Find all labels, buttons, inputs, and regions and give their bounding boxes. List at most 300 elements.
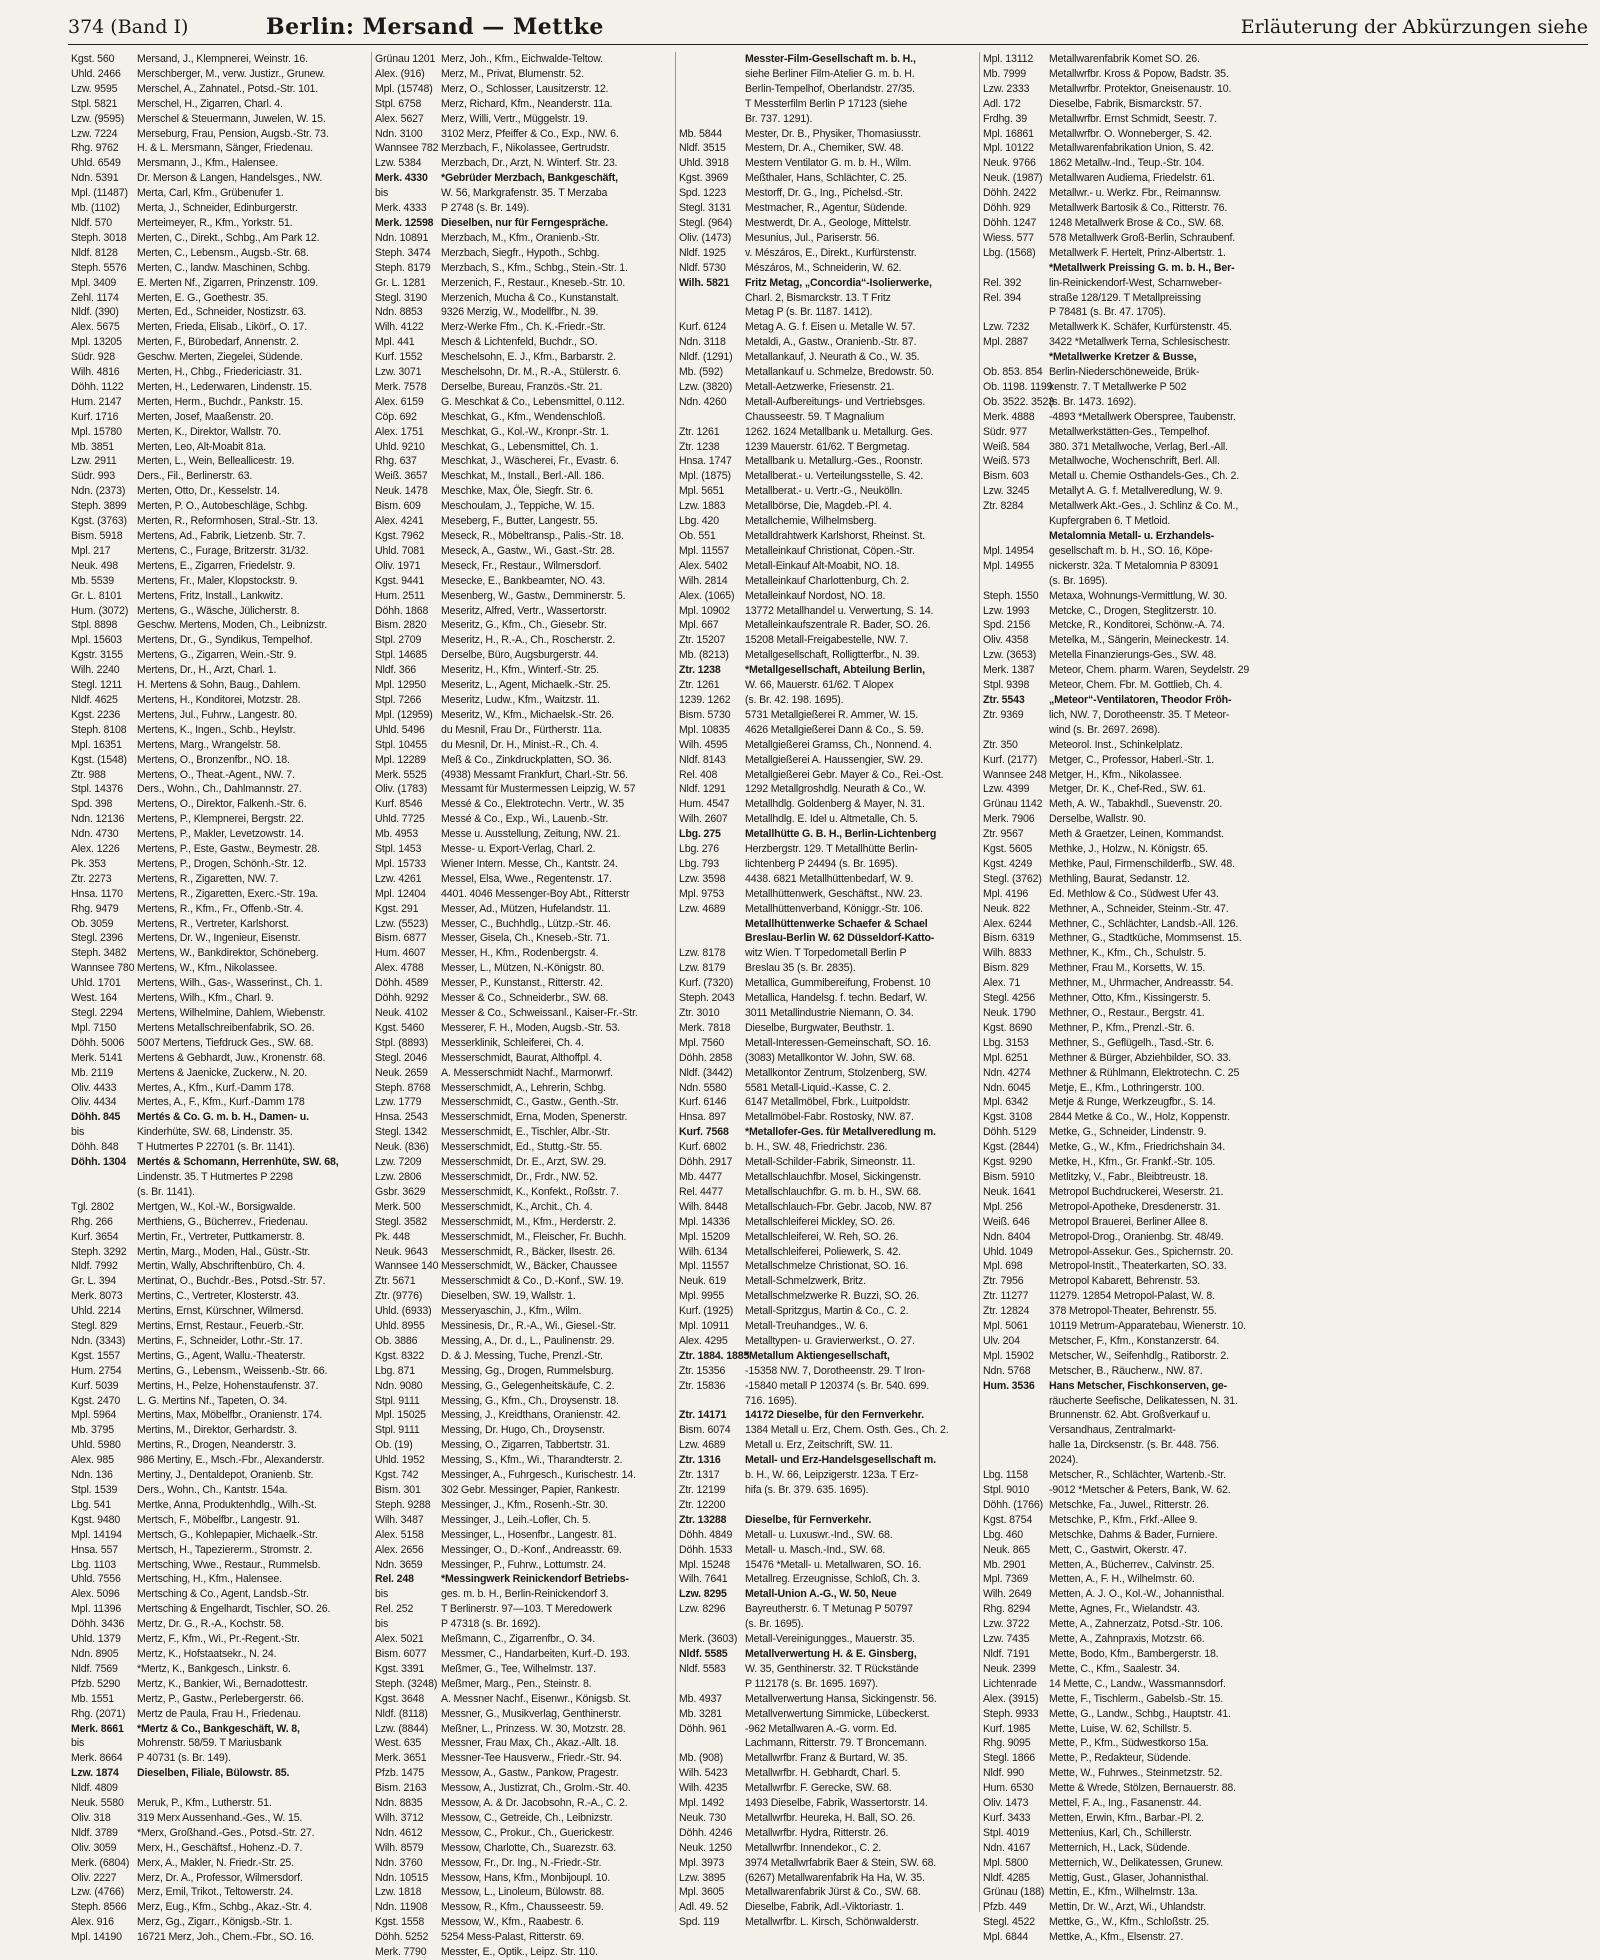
directory-entry <box>375 1453 672 1468</box>
directory-entry <box>71 1826 368 1841</box>
entry-text: Merzbach, S., Kfm., Schbg., Stein.-Str. 1. <box>441 261 628 274</box>
phone-code: Mpl. 7369 <box>983 1573 1029 1586</box>
directory-entry <box>679 1200 976 1215</box>
entry-text: 380. 371 Metallwoche, Verlag, Berl.-All. <box>1049 440 1228 453</box>
directory-entry <box>679 1051 976 1066</box>
phone-code: Wannsee 780 <box>71 962 135 975</box>
phone-code: Kgst. 8690 <box>983 1021 1033 1034</box>
directory-entry <box>375 887 672 902</box>
phone-code: Steph. 3474 <box>375 246 431 259</box>
phone-code: Ndn. 8835 <box>375 1797 423 1810</box>
entry-text: Mette, Luise, W. 62, Schillstr. 5. <box>1049 1722 1192 1735</box>
directory-entry <box>375 261 672 276</box>
phone-code: Kurf. 1716 <box>71 410 119 423</box>
directory-entry <box>679 782 976 797</box>
phone-code: Mpl. 11557 <box>679 1260 730 1273</box>
phone-code: Grünau (188) <box>983 1886 1045 1899</box>
directory-entry <box>71 261 368 276</box>
entry-text: Messerschmidt, M., Fleischer, Fr. Buchh. <box>441 1230 627 1243</box>
directory-entry <box>983 872 1281 887</box>
phone-code: Bism. 2163 <box>375 1782 427 1795</box>
phone-code: Bism. 6077 <box>375 1647 427 1660</box>
phone-code: Wannsee 782 <box>375 142 439 155</box>
directory-entry <box>983 1379 1281 1394</box>
directory-entry <box>983 633 1281 648</box>
directory-entry <box>375 1736 672 1751</box>
entry-text: Mertés & Schomann, Herrenhüte, SW. 68, <box>137 1156 339 1169</box>
directory-entry <box>71 350 368 365</box>
entry-text: Metallwr.- u. Werkz. Fbr., Reimannsw. <box>1049 187 1222 200</box>
phone-code: Stegl. 2294 <box>71 1007 123 1019</box>
phone-code: Bism. 2820 <box>375 619 427 632</box>
phone-code: Uhld. 5496 <box>375 723 425 736</box>
directory-entry <box>71 1170 368 1185</box>
directory-entry <box>679 305 976 320</box>
phone-code: Nldf. 5730 <box>679 261 726 274</box>
directory-entry <box>679 1155 976 1170</box>
entry-text: Messerschmidt, K., Archit., Ch. 4. <box>441 1200 593 1213</box>
phone-code: Neuk. 1478 <box>375 485 428 498</box>
phone-code: Ztr. 2273 <box>71 872 112 885</box>
directory-entry <box>375 380 672 395</box>
entry-text: Meseberg, F., Butter, Langestr. 55. <box>441 515 598 528</box>
directory-entry <box>983 544 1281 559</box>
directory-entry <box>983 708 1281 723</box>
phone-code: Alex. 1226 <box>71 843 120 856</box>
entry-text: siehe Berliner Film-Atelier G. m. b. H. <box>745 67 915 80</box>
directory-entry <box>679 410 976 425</box>
directory-entry <box>71 1751 368 1766</box>
entry-text: Metall- und Erz-Handelsgesellschaft m. <box>745 1454 936 1467</box>
entry-text: Kupfergraben 6. T Metloid. <box>1049 515 1171 528</box>
phone-code: Lzw. 7232 <box>983 321 1030 334</box>
entry-text: Mertiny, J., Dentaldepot, Oranienb. Str. <box>137 1469 314 1482</box>
phone-code: Bism. 5910 <box>983 1170 1035 1183</box>
phone-code: Hum. 4547 <box>679 798 730 811</box>
directory-entry <box>679 484 976 499</box>
entry-text: Merschel, A., Zahnatel., Potsd.-Str. 101. <box>137 82 319 95</box>
directory-entry <box>679 842 976 857</box>
directory-entry <box>375 1766 672 1781</box>
phone-code: bis <box>71 1737 85 1750</box>
phone-code: Merk. 7818 <box>679 1021 731 1034</box>
directory-entry <box>983 350 1281 365</box>
directory-entry <box>983 484 1281 499</box>
entry-text: Metscher, R., Schlächter, Wartenb.-Str. <box>1049 1469 1226 1482</box>
directory-entry <box>375 1364 672 1379</box>
phone-code: Stpl. 14376 <box>71 783 123 796</box>
phone-code: Ztr. 15836 <box>679 1379 726 1392</box>
phone-code: Nldf. 5585 <box>679 1647 728 1660</box>
entry-text: Messinger, J., Leih.-Lofler, Ch. 5. <box>441 1513 591 1526</box>
directory-entry <box>679 1259 976 1274</box>
phone-code: Rel. 408 <box>679 768 718 781</box>
phone-code: Uhld. 1952 <box>375 1454 425 1467</box>
phone-code: Neuk. 619 <box>679 1275 726 1288</box>
directory-entry <box>983 559 1281 574</box>
directory-entry <box>679 708 976 723</box>
entry-text: Mestern, Dr. A., Chemiker, SW. 48. <box>745 142 904 155</box>
directory-entry <box>983 1051 1281 1066</box>
directory-entry <box>71 1900 368 1915</box>
phone-code: Neuk. 2659 <box>375 1066 428 1079</box>
entry-text: Derselbe, Büro, Augsburgerstr. 44. <box>441 649 599 662</box>
phone-code: Döhh. 1868 <box>375 604 429 617</box>
directory-entry <box>71 1871 368 1886</box>
phone-code: Döhh. 5006 <box>71 1036 125 1049</box>
directory-entry <box>71 171 368 186</box>
phone-code: Steph. 5576 <box>71 261 127 274</box>
entry-text: Breslau-Berlin W. 62 Düsseldorf-Katto- <box>745 932 935 945</box>
entry-text: Meschkat, M., Install., Berl.-All. 186. <box>441 470 605 483</box>
entry-text: Mertens, Fritz, Install., Lankwitz. <box>137 589 284 602</box>
entry-text: Metschke, Dahms & Bader, Furniere. <box>1049 1528 1218 1541</box>
entry-text: Merteimeyer, R., Kfm., Yorkstr. 51. <box>137 216 293 229</box>
phone-code: Stpl. 7266 <box>375 693 422 706</box>
entry-text: Messinger, P., Fuhrw., Lottumstr. 24. <box>441 1558 607 1571</box>
directory-entry <box>679 1915 976 1930</box>
directory-entry <box>679 976 976 991</box>
directory-entry <box>679 97 976 112</box>
entry-text: Messow, W., Kfm., Raabestr. 6. <box>441 1916 584 1929</box>
entry-text: E. Merten Nf., Zigarren, Prinzenstr. 109. <box>137 276 319 289</box>
directory-entry <box>71 589 368 604</box>
entry-text: Metallschlauch-Fbr. Gebr. Jacob, NW. 87 <box>745 1200 932 1213</box>
phone-code: Rel. 392 <box>983 276 1022 289</box>
phone-code: Rhg. (2071) <box>71 1707 126 1720</box>
phone-code: Mpl. 12404 <box>375 887 426 900</box>
directory-entry <box>71 141 368 156</box>
directory-entry <box>983 1587 1281 1602</box>
phone-code: Ndn. 4167 <box>983 1841 1031 1854</box>
directory-entry <box>679 261 976 276</box>
directory-entry <box>983 812 1281 827</box>
phone-code: Uhld. 5980 <box>71 1439 121 1452</box>
directory-entry <box>679 127 976 142</box>
phone-code: Alex. 5096 <box>71 1588 120 1601</box>
directory-entry <box>375 1394 672 1409</box>
directory-entry <box>983 1006 1281 1021</box>
entry-text: 15208 Metall-Freigabestelle, NW. 7. <box>745 634 909 647</box>
entry-text: Meß & Co., Zinkdruckplatten, SO. 36. <box>441 753 612 766</box>
phone-code: Merk. 8661 <box>71 1722 124 1735</box>
phone-code: Mpl. (11487) <box>71 187 128 200</box>
entry-text: Metall-Spritzgus, Martin & Co., C. 2. <box>745 1305 909 1318</box>
entry-text: Mertens, P., Drogen, Schönh.-Str. 12. <box>137 857 307 870</box>
directory-entry <box>679 648 976 663</box>
directory-entry <box>983 1066 1281 1081</box>
phone-code: Uhld. 7725 <box>375 813 425 826</box>
phone-code: Ztr. 12824 <box>983 1305 1030 1318</box>
entry-text: *Messingwerk Reinickendorf Betriebs- <box>441 1573 629 1586</box>
directory-entry <box>983 589 1281 604</box>
phone-code: Zehl. 1174 <box>71 291 119 304</box>
directory-entry <box>679 246 976 261</box>
phone-code: Wiess. 577 <box>983 231 1034 244</box>
phone-code: Ob. 3059 <box>71 917 114 930</box>
directory-entry <box>983 1722 1281 1737</box>
directory-entry <box>375 216 672 231</box>
phone-code: Neuk. 1790 <box>983 1007 1036 1019</box>
phone-code: Mpl. 14954 <box>983 544 1034 557</box>
phone-code: Döhh. 1533 <box>679 1543 733 1556</box>
phone-code: Mpl. 256 <box>983 1200 1023 1213</box>
entry-text: Metalleinkauf Christionat, Cöpen.-Str. <box>745 544 915 557</box>
phone-code: Döhh. 2422 <box>983 187 1037 200</box>
phone-code: Nldf. 990 <box>983 1767 1025 1780</box>
entry-text: nickerstr. 32a. T Metalomnia P 83091 <box>1049 559 1219 572</box>
entry-text: Merschel, H., Zigarren, Charl. 4. <box>137 97 283 110</box>
entry-text: Meseritz, H., R.-A., Ch., Roscherstr. 2. <box>441 634 616 647</box>
entry-text: Mertsch, H., Tapeziererm., Stromstr. 2. <box>137 1543 313 1556</box>
phone-code: Lzw. 3598 <box>679 872 726 885</box>
entry-text: Metallhdlg. Goldenberg & Mayer, N. 31. <box>745 798 925 811</box>
entry-text: T Berlinerstr. 97—103. T Meredowerk <box>441 1603 612 1616</box>
phone-code: Kgst. 5460 <box>375 1021 425 1034</box>
entry-text: (6267) Metallwarenfabrik Ha Ha, W. 35. <box>745 1871 925 1884</box>
directory-entry <box>679 1885 976 1900</box>
directory-entry <box>983 1751 1281 1766</box>
directory-entry <box>71 231 368 246</box>
directory-entry <box>71 1200 368 1215</box>
phone-code: Neuk. 1641 <box>983 1185 1036 1198</box>
directory-entry <box>375 1110 672 1125</box>
directory-entry <box>983 1528 1281 1543</box>
directory-entry <box>375 1230 672 1245</box>
entry-text: 3102 Merz, Pfeiffer & Co., Exp., NW. 6. <box>441 127 619 140</box>
phone-code: Döhh. 929 <box>983 202 1031 215</box>
entry-text: Metscher, B., Räucherw., NW. 87. <box>1049 1364 1203 1377</box>
entry-text: Messerschmidt, E., Tischler, Albr.-Str. <box>441 1126 610 1139</box>
directory-entry <box>375 425 672 440</box>
phone-code: Ztr. 1261 <box>679 425 720 438</box>
directory-entry <box>71 1796 368 1811</box>
entry-text: Metallwrfbr. O. Wonneberger, S. 42. <box>1049 127 1212 140</box>
directory-entry <box>71 678 368 693</box>
phone-code: Stegl. 4522 <box>983 1916 1035 1929</box>
phone-code: Mb. 3795 <box>71 1424 114 1437</box>
directory-entry <box>71 1110 368 1125</box>
directory-entry <box>71 1736 368 1751</box>
directory-entry <box>679 1021 976 1036</box>
entry-text: Mestern Ventilator G. m. b. H., Wilm. <box>745 157 912 170</box>
entry-text: Metscher, W., Seifenhdlg., Ratiborstr. 2. <box>1049 1349 1229 1362</box>
entry-text: Mertens, P., Este, Gastw., Beymestr. 28. <box>137 843 320 856</box>
directory-entry <box>375 1677 672 1692</box>
phone-code: Kurf. 3654 <box>71 1230 119 1243</box>
entry-text: Metallschleiferei, Poliewerk, S. 42. <box>745 1245 901 1258</box>
entry-text: Ders., Wohn., Ch., Kantstr. 154a. <box>137 1484 288 1496</box>
entry-text: Meseritz, Alfred, Vertr., Wassertorstr. <box>441 604 607 617</box>
entry-text: 10119 Metrum-Apparatebau, Wienerstr. 10. <box>1049 1320 1246 1333</box>
directory-entry <box>679 1185 976 1200</box>
directory-entry <box>71 738 368 753</box>
phone-code: Mpl. 6251 <box>983 1051 1029 1064</box>
entry-text: Metje, E., Kfm., Lothringerstr. 100. <box>1049 1081 1205 1094</box>
phone-code: Nldf. 366 <box>375 664 417 677</box>
phone-code: Kurf. 7568 <box>679 1126 729 1139</box>
entry-text: G. Meschkat & Co., Lebensmittel, 0.112. <box>441 395 625 408</box>
phone-code: Lzw. 7224 <box>71 127 118 140</box>
directory-entry <box>983 469 1281 484</box>
entry-text: Merten, Herm., Buchdr., Pankstr. 15. <box>137 395 303 408</box>
phone-code: Bism. 5730 <box>679 708 731 721</box>
phone-code: Mpl. 14190 <box>71 1931 122 1944</box>
phone-code: Bism. 603 <box>983 470 1029 483</box>
phone-code: Rhg. 8294 <box>983 1603 1031 1616</box>
directory-entry <box>375 469 672 484</box>
entry-text: Mersand, J., Klempnerei, Weinstr. 16. <box>137 53 308 65</box>
phone-code: Rhg. 9762 <box>71 142 119 155</box>
entry-text: 3011 Metallindustrie Niemann, O. 34. <box>745 1007 914 1019</box>
entry-text: gesellschaft m. b. H., SO. 16, Köpe- <box>1049 544 1213 557</box>
phone-code: Nldf. 5583 <box>679 1662 726 1675</box>
phone-code: Mpl. 441 <box>375 336 415 349</box>
directory-entry <box>679 887 976 902</box>
phone-code: Stpl. 9010 <box>983 1484 1030 1496</box>
entry-text: 4438. 6821 Metallhüttenbedarf, W. 9. <box>745 872 914 885</box>
entry-text: Mertens, R., Zigaretten, NW. 7. <box>137 872 279 885</box>
phone-code: Uhld. 3918 <box>679 157 729 170</box>
entry-text: Metall u. Chemie Osthandels-Ges., Ch. 2. <box>1049 470 1240 483</box>
directory-entry <box>71 1498 368 1513</box>
entry-text: Metternich, H., Lack, Südende. <box>1049 1841 1190 1854</box>
directory-entry <box>679 1423 976 1438</box>
directory-entry <box>71 305 368 320</box>
entry-text: Metallhüttenverband, Königgr.-Str. 106. <box>745 902 923 915</box>
phone-code: bis <box>375 1618 389 1631</box>
entry-text: Methner, K., Kfm., Ch., Schulstr. 5. <box>1049 947 1207 960</box>
directory-entry <box>679 1722 976 1737</box>
entry-text: räucherte Seefische, Delikatessen, N. 31. <box>1049 1394 1238 1407</box>
entry-text: Messow, Charlotte, Ch., Suarezstr. 63. <box>441 1841 617 1854</box>
entry-text: Messow, Hans, Kfm., Monbijoupl. 10. <box>441 1871 611 1884</box>
directory-entry <box>375 1587 672 1602</box>
directory-entry <box>71 1349 368 1364</box>
entry-text: Metallchemie, Wilhelmsberg. <box>745 515 877 528</box>
phone-code: Döhh. 961 <box>679 1722 727 1735</box>
phone-code: Neuk. 822 <box>983 902 1030 915</box>
directory-entry <box>983 1021 1281 1036</box>
entry-text: Messer & Co., Schweissanl., Kaiser-Fr.-Str. <box>441 1007 638 1019</box>
phone-code: Mpl. 698 <box>983 1260 1023 1273</box>
entry-text: Messinger, O., D.-Konf., Andreasstr. 69. <box>441 1543 622 1556</box>
phone-code: Mpl. 3973 <box>679 1856 725 1869</box>
phone-code: Mpl. 15733 <box>375 857 426 870</box>
directory-entry <box>983 365 1281 380</box>
entry-text: Mette, P., Redakteur, Südende. <box>1049 1752 1191 1765</box>
entry-text: Meteor, Chem. Fbr. M. Gottlieb, Ch. 4. <box>1049 679 1223 692</box>
directory-entry <box>983 961 1281 976</box>
directory-entry <box>71 1930 368 1945</box>
phone-code: Lzw. 3895 <box>679 1871 726 1884</box>
phone-code: Uhld. 1701 <box>71 977 121 990</box>
directory-entry <box>679 574 976 589</box>
phone-code: Kgst. (3763) <box>71 515 127 528</box>
entry-text: Metallkontor Zentrum, Stolzenberg, SW. <box>745 1066 928 1079</box>
phone-code: Mb. 2901 <box>983 1558 1026 1571</box>
phone-code: Alex. 6244 <box>983 917 1032 930</box>
directory-entry <box>71 1722 368 1737</box>
phone-code: Ztr. 14171 <box>679 1409 727 1422</box>
phone-code: Alex. 985 <box>71 1454 114 1467</box>
directory-entry <box>983 887 1281 902</box>
directory-entry <box>375 1811 672 1826</box>
entry-text: Metallwerk Akt.-Ges., J. Schlinz & Co. M., <box>1049 500 1239 513</box>
entry-text: (s. Br. 1695). <box>1049 574 1108 587</box>
directory-entry <box>983 753 1281 768</box>
phone-code: Kgst. 5605 <box>983 843 1033 856</box>
entry-text: (s. Br. 1695). <box>745 1618 804 1631</box>
entry-text: 986 Mertiny, E., Msch.-Fbr., Alexanderstr. <box>137 1454 325 1467</box>
directory-entry <box>375 723 672 738</box>
directory-entry <box>375 1006 672 1021</box>
directory-entry <box>983 991 1281 1006</box>
directory-entry <box>983 1468 1281 1483</box>
directory-entry <box>375 1707 672 1722</box>
directory-entry <box>71 1483 368 1498</box>
directory-entry <box>71 1781 368 1796</box>
entry-text: Messer, C., Buchhdlg., Lützp.-Str. 46. <box>441 917 611 930</box>
entry-text: Mertgen, W., Kol.-W., Borsigwalde. <box>137 1200 296 1213</box>
entry-text: Mette, A., Zahnerzatz, Potsd.-Str. 106. <box>1049 1618 1223 1631</box>
entry-text: *Mertz & Co., Bankgeschäft, W. 8, <box>137 1722 300 1735</box>
entry-text: du Mesnil, Frau Dr., Fürtherstr. 11a. <box>441 723 602 736</box>
phone-code: Stegl. 1211 <box>71 679 123 692</box>
directory-entry <box>71 1259 368 1274</box>
entry-text: Messinesis, Dr., R.-A., Wi., Giesel.-Str. <box>441 1320 617 1333</box>
entry-text: v. Mészáros, E., Direkt., Kurfürstenstr. <box>745 246 917 259</box>
phone-code: Lbg. 276 <box>679 843 720 856</box>
phone-code: Mb. 4953 <box>375 828 418 841</box>
phone-code: Lbg. 420 <box>679 515 720 528</box>
entry-text: Metallreg. Erzeugnisse, Schloß, Ch. 3. <box>745 1573 921 1586</box>
entry-text: 1862 Metallw.-Ind., Teup.-Str. 104. <box>1049 157 1205 170</box>
phone-code: Steph. 8108 <box>71 723 127 736</box>
directory-entry <box>375 1379 672 1394</box>
phone-code: Stpl. 1539 <box>71 1484 118 1496</box>
phone-code: Ztr. 1238 <box>679 440 720 453</box>
entry-text: Meseck, A., Gastw., Wi., Gast.-Str. 28. <box>441 544 615 557</box>
entry-text: Methner, P., Kfm., Prenzl.-Str. 6. <box>1049 1021 1195 1034</box>
entry-text: 1248 Metallwerk Brose & Co., SW. 68. <box>1049 216 1224 229</box>
entry-text: du Mesnil, Dr. H., Minist.-R., Ch. 4. <box>441 738 599 751</box>
entry-text: Herzbergstr. 129. T Metallhütte Berlin- <box>745 843 918 856</box>
entry-text: Metall-Aufbereitungs- und Vertriebsges. <box>745 395 926 408</box>
entry-text: Messerschmidt, Dr. E., Arzt, SW. 29. <box>441 1156 607 1169</box>
directory-entry <box>679 425 976 440</box>
entry-text: (4938) Messamt Frankfurt, Charl.-Str. 56. <box>441 768 628 781</box>
phone-code: Ztr. 15356 <box>679 1364 726 1377</box>
phone-code: Südr. 977 <box>983 425 1028 438</box>
entry-text: Merten, K., Direktor, Wallstr. 70. <box>137 425 282 438</box>
directory-entry <box>679 1513 976 1528</box>
entry-text: Methner, Frau M., Korsetts, W. 15. <box>1049 962 1206 975</box>
directory-entry <box>375 1021 672 1036</box>
phone-code: Mb. 2119 <box>71 1066 114 1079</box>
directory-entry <box>71 82 368 97</box>
phone-code: Ndn. 3659 <box>375 1558 423 1571</box>
phone-code: Merk. 3651 <box>375 1752 427 1765</box>
directory-entry <box>71 618 368 633</box>
directory-entry <box>983 276 1281 291</box>
directory-entry <box>679 917 976 932</box>
directory-entry <box>679 1826 976 1841</box>
entry-text: Mettig, Gust., Glaser, Johannisthal. <box>1049 1871 1209 1884</box>
column-1 <box>68 52 372 1944</box>
directory-entry <box>71 917 368 932</box>
entry-text: Messerer, F. H., Moden, Augsb.-Str. 53. <box>441 1021 621 1034</box>
